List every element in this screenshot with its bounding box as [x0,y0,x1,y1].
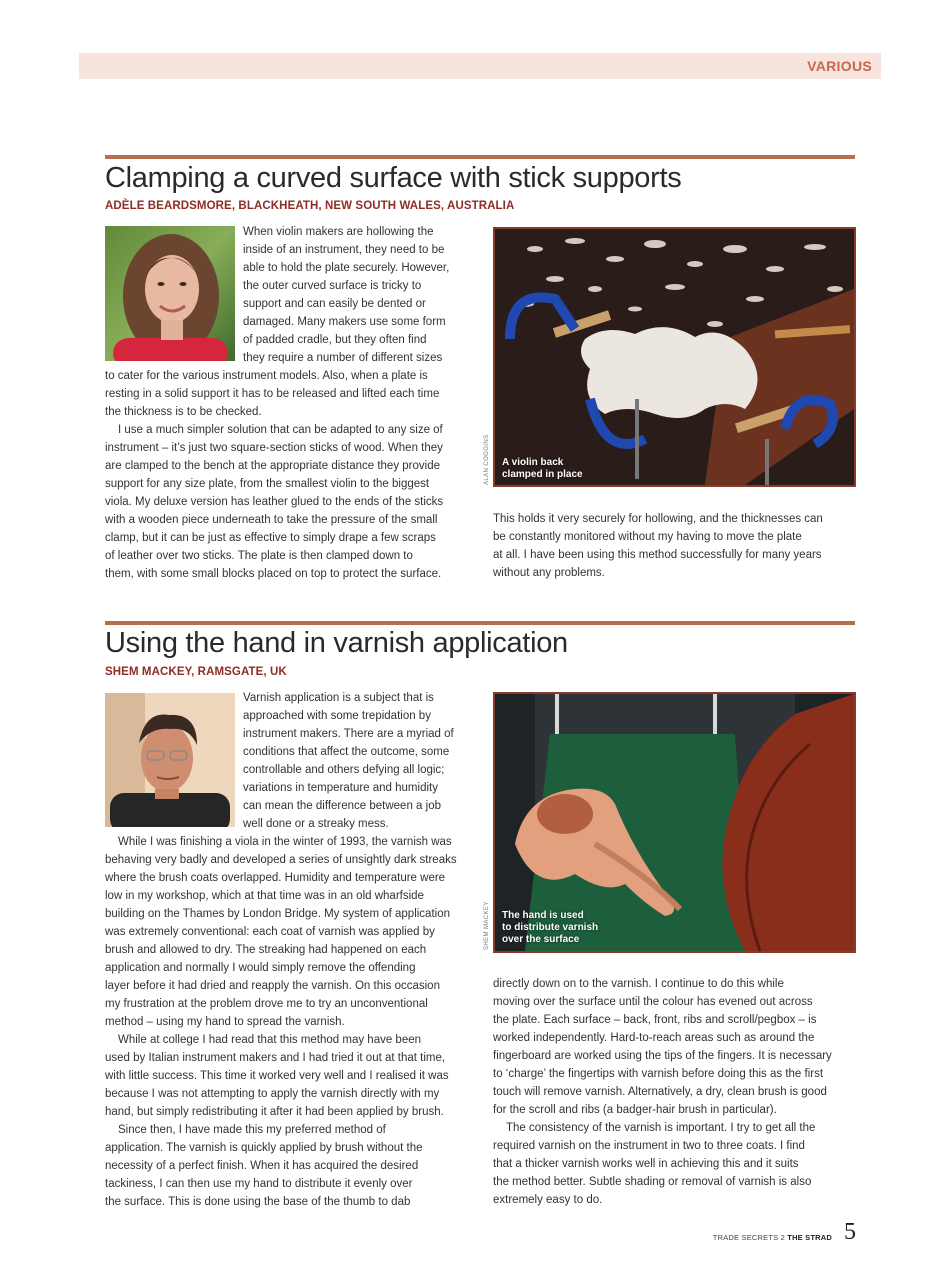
article1-photo-caption: A violin back clamped in place [502,457,583,480]
footer-publication: TRADE SECRETS 2 [712,1233,785,1242]
section-header-band [79,53,881,79]
article2-left-text: While I was finishing a viola in the winter of 1993, the varnish was behaving very badly and developed a series of unsightly dark streaks where the brush coats overlapped. Humidity and temperature were low in my workshop, which at that time was in an old wharfside building on the Thames by London Bridge. My system of application was extremely conventional: each coat of varnish was applied by brush and allowed to dry. The streaking had happened on each application and normally I would simply remove the offending layer before it had dried and reapply the varnish. On this occasion my frustration at the problem drove me to try an unconventional method – using my hand to spread the varnish. While at college I had read that this method may have been used by Italian instrument makers and I had tried it out at that time, with little success. This time it worked very well and I realised it was because I was not attempting to apply the varnish directly with my hand, but simply redistributing it after it had been applied by brush. Since then, I have made this my preferred method of application. The varnish is quickly applied by brush without the necessity of a perfect finish. When it has acquired the desired tackiness, I can then use my hand to distribute it evenly over the surface. This is done using the base of the thumb to dab [105,836,457,1208]
article1-portrait [105,226,235,361]
article1-photo [493,227,856,487]
article1-wrap-text: When violin makers are hollowing the inside of an instrument, they need to be able to hold the plate securely. However, the outer curved surface is tricky to support and can easily be dented or damaged. Many makers use some form of padded cradle, but they often find they require a number of different sizes [243,226,450,364]
article1-title: Clamping a curved surface with stick supports [105,162,682,194]
article1-top-rule [105,155,855,159]
article2-right-text: directly down on to the varnish. I continue to do this while moving over the surface until the colour has evened out across the plate. Each surface – back, front, ribs and scroll/pegbox – is worked independently. Hard-to-reach areas such as around the fingerboard are worked using the tips of the fingers. It is necessary to ‘charge’ the fingertips with varnish before doing this as the first touch will remove varnish. Alternatively, a dry, clean brush is good for the scroll and ribs (a badger-hair brush in particular). The consistency of the varnish is important. I try to get all the required varnish on the instrument in two to three coats. I find that a thicker varnish works well in achieving this and it suits the method better. Subtle shading or removal of varnish is also extremely easy to do. [493,978,832,1206]
article1-byline: ADÈLE BEARDSMORE, BLACKHEATH, NEW SOUTH WALES, AUSTRALIA [105,200,515,212]
article1-right-text: This holds it very securely for hollowing, and the thicknesses can be constantly monitored without my having to move the plate at all. I have been using this method successfully for many years without any problems. [493,513,823,579]
article2-top-rule [105,621,855,625]
footer-magazine: THE STRAD [787,1233,832,1242]
article1-photo-credit: ALAN COGGINS [484,434,490,485]
article2-byline: SHEM MACKEY, RAMSGATE, UK [105,666,287,678]
article1-left-text: to cater for the various instrument models. Also, when a plate is resting in a solid support it has to be released and lifted each time the thickness is to be checked. I use a much simpler solution that can be adapted to any size of instrument – it’s just two square-section sticks of wood. When they are clamped to the bench at the appropriate distance they provide support for any size plate, from the smallest violin to the biggest viola. My deluxe version has leather glued to the ends of the sticks with a wooden piece underneath to take the pressure of the small clamp, but it can be just as effective to simply drape a few scraps of leather over two sticks. The plate is then clamped down to them, with some small blocks placed on top to protect the surface. [105,370,444,580]
page-footer [713,1233,832,1242]
article2-portrait [105,693,235,827]
article2-wrap-text: Varnish application is a subject that is approached with some trepidation by instrument makers. There are a myriad of conditions that affect the outcome, some controllable and others defying all logic; variations in temperature and humidity can mean the difference between a job well done or a streaky mess. [243,692,454,830]
article2-photo-caption: The hand is used to distribute varnish over the surface [502,910,599,945]
article2-title: Using the hand in varnish application [105,627,568,659]
page-number: 5 [844,1219,856,1245]
article2-photo-credit: SHEM MACKEY [484,901,490,950]
section-label: VARIOUS [807,58,872,74]
